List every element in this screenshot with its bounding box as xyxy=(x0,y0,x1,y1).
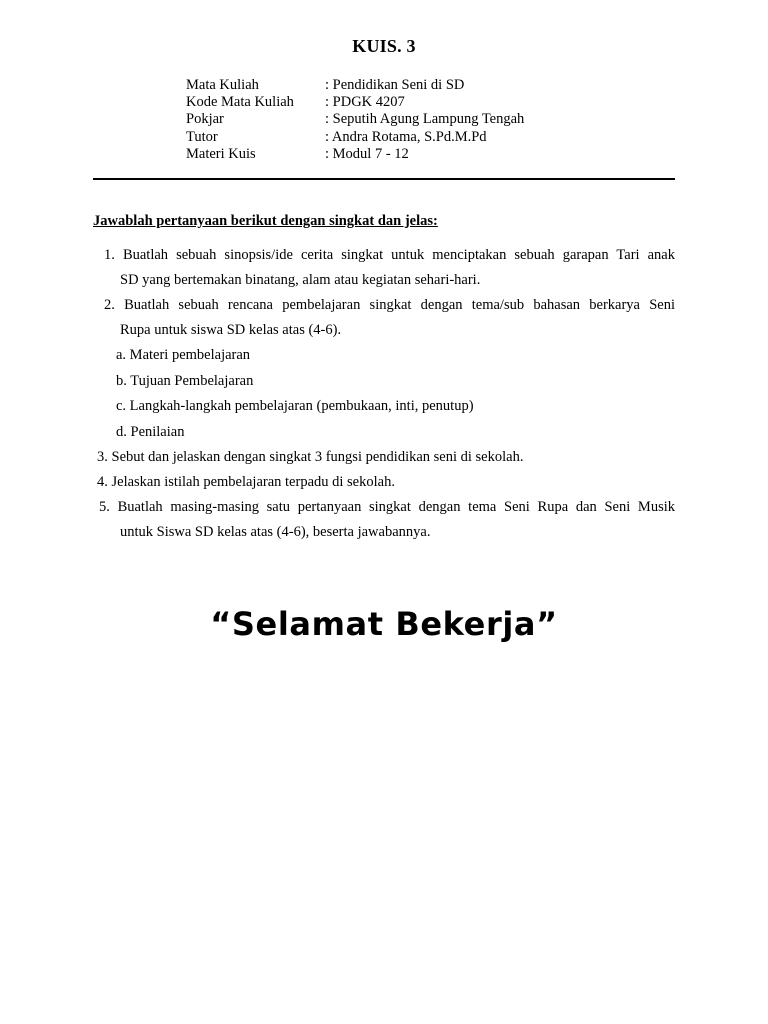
info-value: : Pendidikan Seni di SD xyxy=(325,77,465,93)
page-title: KUIS. 3 xyxy=(352,36,416,56)
question-2-line-1: 2. Buatlah sebuah rencana pembelajaran singkat dengan tema/sub bahasan berkarya Seni xyxy=(104,297,675,313)
info-row-kode-mata-kuliah xyxy=(186,94,524,111)
horizontal-divider xyxy=(93,178,675,180)
question-1-line-1: 1. Buatlah sebuah sinopsis/ide cerita singkat untuk menciptakan sebuah garapan Tari anak xyxy=(104,247,675,263)
info-row-materi-kuis xyxy=(186,146,524,163)
question-2-item-d: d. Penilaian xyxy=(116,424,185,440)
info-value: : Andra Rotama, S.Pd.M.Pd xyxy=(325,128,487,145)
info-value: : Modul 7 - 12 xyxy=(325,145,409,162)
question-5-line-1: 5. Buatlah masing-masing satu pertanyaan singkat dengan tema Seni Rupa dan Seni Musik xyxy=(99,499,675,515)
question-1-line-2: SD yang bertemakan binatang, alam atau kegiatan sehari-hari. xyxy=(120,272,481,288)
question-2-item-a: a. Materi pembelajaran xyxy=(116,347,251,363)
question-4: 4. Jelaskan istilah pembelajaran terpadu di sekolah. xyxy=(97,474,395,490)
info-label: Pokjar xyxy=(186,111,224,128)
question-2-line-2: Rupa untuk siswa SD kelas atas (4-6). xyxy=(120,322,342,338)
info-label: Materi Kuis xyxy=(186,145,256,162)
info-value: : PDGK 4207 xyxy=(325,94,405,111)
info-row-mata-kuliah xyxy=(186,77,524,94)
question-2-item-c: c. Langkah-langkah pembelajaran (pembukaan, inti, penutup) xyxy=(116,398,474,414)
instruction-heading: Jawablah pertanyaan berikut dengan singkat dan jelas: xyxy=(93,213,438,229)
question-2-item-b: b. Tujuan Pembelajaran xyxy=(116,373,254,389)
info-value: : Seputih Agung Lampung Tengah xyxy=(325,111,525,128)
info-label: Tutor xyxy=(186,128,218,145)
question-5-line-2: untuk Siswa SD kelas atas (4-6), beserta jawabannya. xyxy=(120,524,431,540)
course-info-table xyxy=(186,77,524,163)
question-3: 3. Sebut dan jelaskan dengan singkat 3 fungsi pendidikan seni di sekolah. xyxy=(97,449,524,465)
info-row-tutor xyxy=(186,129,524,146)
info-label: Kode Mata Kuliah xyxy=(186,94,294,111)
info-label: Mata Kuliah xyxy=(186,77,259,93)
closing-message: “Selamat Bekerja” xyxy=(210,605,558,643)
info-row-pokjar xyxy=(186,111,524,128)
